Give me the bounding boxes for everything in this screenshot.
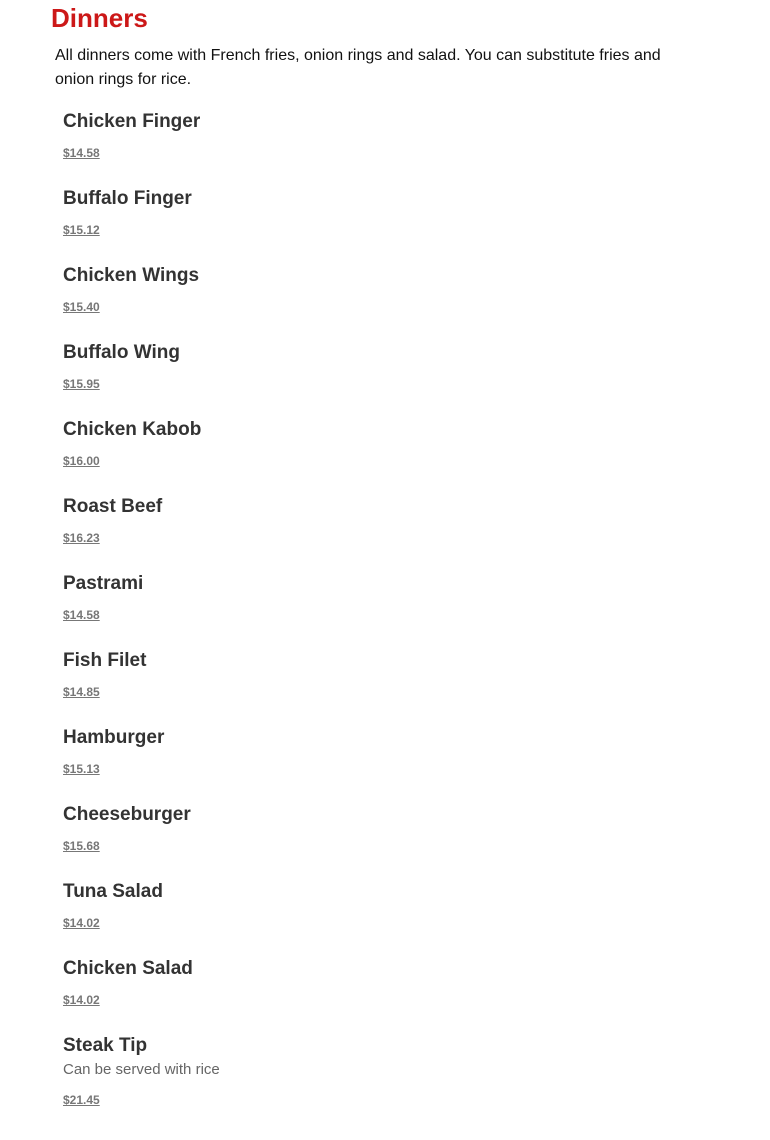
section-title: Dinners [51,3,148,33]
item-name[interactable]: Fish Filet [63,650,147,671]
item-price-link[interactable]: $21.45 [63,1093,100,1107]
item-name[interactable]: Buffalo Finger [63,188,192,209]
menu-item[interactable] [63,570,703,647]
item-price-link[interactable]: $15.40 [63,300,100,314]
menu-item[interactable] [63,416,703,493]
menu-item[interactable] [63,1032,703,1118]
menu-item[interactable] [63,878,703,955]
item-price-link[interactable]: $14.58 [63,146,100,160]
menu-list [63,108,703,1118]
item-name[interactable]: Hamburger [63,727,165,748]
item-name[interactable]: Steak Tip [63,1035,148,1056]
section-description: All dinners come with French fries, onion rings and salad. You can substitute fries and onion rings for rice. [55,47,661,88]
item-price-link[interactable]: $14.02 [63,993,100,1007]
menu-item[interactable] [63,339,703,416]
item-description: Can be served with rice [63,1061,220,1078]
item-name[interactable]: Pastrami [63,573,144,594]
menu-item[interactable] [63,801,703,878]
item-price-link[interactable]: $14.58 [63,608,100,622]
item-name[interactable]: Chicken Salad [63,958,193,979]
item-price-link[interactable]: $15.13 [63,762,100,776]
menu-item[interactable] [63,185,703,262]
item-price-link[interactable]: $16.23 [63,531,100,545]
item-name[interactable]: Chicken Kabob [63,419,202,440]
item-price-link[interactable]: $15.95 [63,377,100,391]
item-name[interactable]: Chicken Wings [63,265,200,286]
menu-item[interactable] [63,647,703,724]
item-price-link[interactable]: $15.68 [63,839,100,853]
item-price-link[interactable]: $14.02 [63,916,100,930]
menu-item[interactable] [63,108,703,185]
item-name[interactable]: Cheeseburger [63,804,191,825]
item-price-link[interactable]: $16.00 [63,454,100,468]
menu-item[interactable] [63,262,703,339]
item-price-link[interactable]: $14.85 [63,685,100,699]
menu-item[interactable] [63,493,703,570]
item-name[interactable]: Chicken Finger [63,111,201,132]
item-name[interactable]: Buffalo Wing [63,342,180,363]
menu-item[interactable] [63,955,703,1032]
menu-item[interactable] [63,724,703,801]
item-price-link[interactable]: $15.12 [63,223,100,237]
item-name[interactable]: Roast Beef [63,496,163,517]
item-name[interactable]: Tuna Salad [63,881,163,902]
